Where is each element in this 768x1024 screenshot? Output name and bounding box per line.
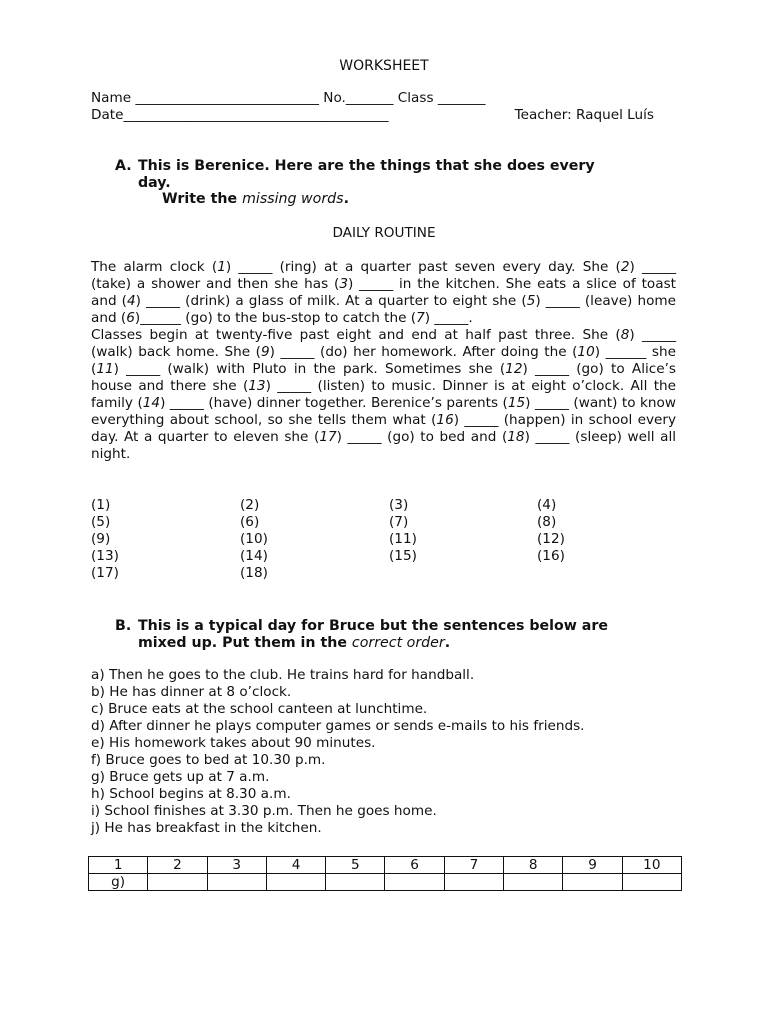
answer-label: (4) [537,497,557,513]
name-row [91,90,681,107]
instruction-italic: missing words [242,191,344,207]
name-label: Name [91,90,132,106]
order-header-cell: 5 [326,857,385,874]
order-header-cell: 4 [266,857,325,874]
title-italic: correct order [351,635,445,651]
answer-label: (8) [537,514,557,530]
order-answer-cell[interactable] [385,874,444,891]
order-answer-cell[interactable] [622,874,681,891]
answer-grid [91,497,691,582]
list-item: c) Bruce eats at the school canteen at lunchtime. [91,701,428,717]
list-item: b) He has dinner at 8 o’clock. [91,684,292,700]
instruction-pre: Write the [162,191,243,207]
answer-label: (7) [389,514,409,530]
answer-label: (12) [537,531,565,547]
order-header-cell: 2 [148,857,207,874]
answer-label: (9) [91,531,111,547]
order-answer-cell[interactable] [266,874,325,891]
answer-label: (2) [240,497,260,513]
date-row [91,107,681,124]
worksheet-title: WORKSHEET [339,58,429,74]
answer-label: (16) [537,548,565,564]
class-line[interactable]: _______ [437,90,486,106]
list-item: a) Then he goes to the club. He trains hard for handball. [91,667,475,683]
order-header-row [89,857,682,874]
order-answer-cell[interactable] [207,874,266,891]
sentence-list [91,667,691,837]
answer-label: (6) [240,514,260,530]
section-b-letter: B. [115,618,132,634]
list-item: i) School finishes at 3.30 p.m. Then he goes home. [91,803,437,819]
answer-label: (15) [389,548,417,564]
date-label: Date [91,107,124,123]
order-header-cell: 1 [89,857,148,874]
no-line[interactable]: _______ [345,90,394,106]
section-b-title [138,618,698,652]
daily-routine-passage: The alarm clock (1) _____ (ring) at a quarter past seven every day. She (2) _____ (take) a shower and then she has (3) _____ in the kitchen. She eats a slice of toast and (4) _____ (drink) a glass of milk. At a quarter to eight she (5) _____ (leave) home and (6)______ (go) to the bus-stop to catch the (7) _____. Classes begin at twenty-five past eight and end at half past three. She (8) _____ (walk) back home. She (9) _____ (do) her homework. After doing the (10) ______ she (11) _____ (walk) with Pluto in the park. Sometimes she (12) _____ (go) to Alice’s house and there she (13) _____ (listen) to music. Dinner is at eight o’clock. All the family (14) _____ (have) dinner together. Berenice’s parents (15) _____ (want) to know everything about school, so she tells them what (16) _____ (happen) in school every day. At a quarter to eleven she (17) _____ (go) to bed and (18) _____ (sleep) well all night. [91,259,677,462]
order-header-cell: 3 [207,857,266,874]
section-a-letter: A. [115,158,132,174]
answer-label: (11) [389,531,417,547]
teacher-name: Teacher: Raquel Luís [514,107,654,123]
list-item: h) School begins at 8.30 a.m. [91,786,291,802]
list-item: d) After dinner he plays computer games or sends e-mails to his friends. [91,718,585,734]
order-table [88,856,682,891]
order-answer-cell[interactable] [504,874,563,891]
list-item: g) Bruce gets up at 7 a.m. [91,769,270,785]
answer-label: (1) [91,497,111,513]
no-label: No. [323,90,346,106]
list-item: f) Bruce goes to bed at 10.30 p.m. [91,752,326,768]
answer-label: (13) [91,548,119,564]
title-post: . [444,635,451,651]
title-pre: mixed up. Put them in the [138,635,352,651]
section-a-title-line2: day. [138,175,171,191]
section-a-title [138,158,698,192]
answer-label: (14) [240,548,268,564]
instruction-post: . [343,191,349,207]
answer-label: (3) [389,497,409,513]
section-b-title-line2 [138,635,698,652]
order-answer-row [89,874,682,891]
list-item: j) He has breakfast in the kitchen. [91,820,322,836]
date-line[interactable]: _______________________________________ [123,107,389,123]
section-b-title-line1: This is a typical day for Bruce but the sentences below are [138,618,608,634]
answer-label: (5) [91,514,111,530]
order-answer-cell[interactable]: g) [89,874,148,891]
list-item: e) His homework takes about 90 minutes. [91,735,376,751]
class-label: Class [397,90,434,106]
order-header-cell: 9 [563,857,622,874]
order-answer-cell[interactable] [444,874,503,891]
order-header-cell: 10 [622,857,681,874]
daily-routine-subtitle: DAILY ROUTINE [332,225,436,241]
order-header-cell: 6 [385,857,444,874]
answer-label: (18) [240,565,268,581]
name-line[interactable]: ___________________________ [135,90,319,106]
order-header-cell: 8 [504,857,563,874]
section-a-title-line1: This is Berenice. Here are the things that she does every [138,158,595,174]
answer-label: (10) [240,531,268,547]
order-answer-cell[interactable] [148,874,207,891]
order-answer-cell[interactable] [563,874,622,891]
answer-label: (17) [91,565,119,581]
order-header-cell: 7 [444,857,503,874]
section-a-instruction [162,191,349,208]
order-answer-cell[interactable] [326,874,385,891]
